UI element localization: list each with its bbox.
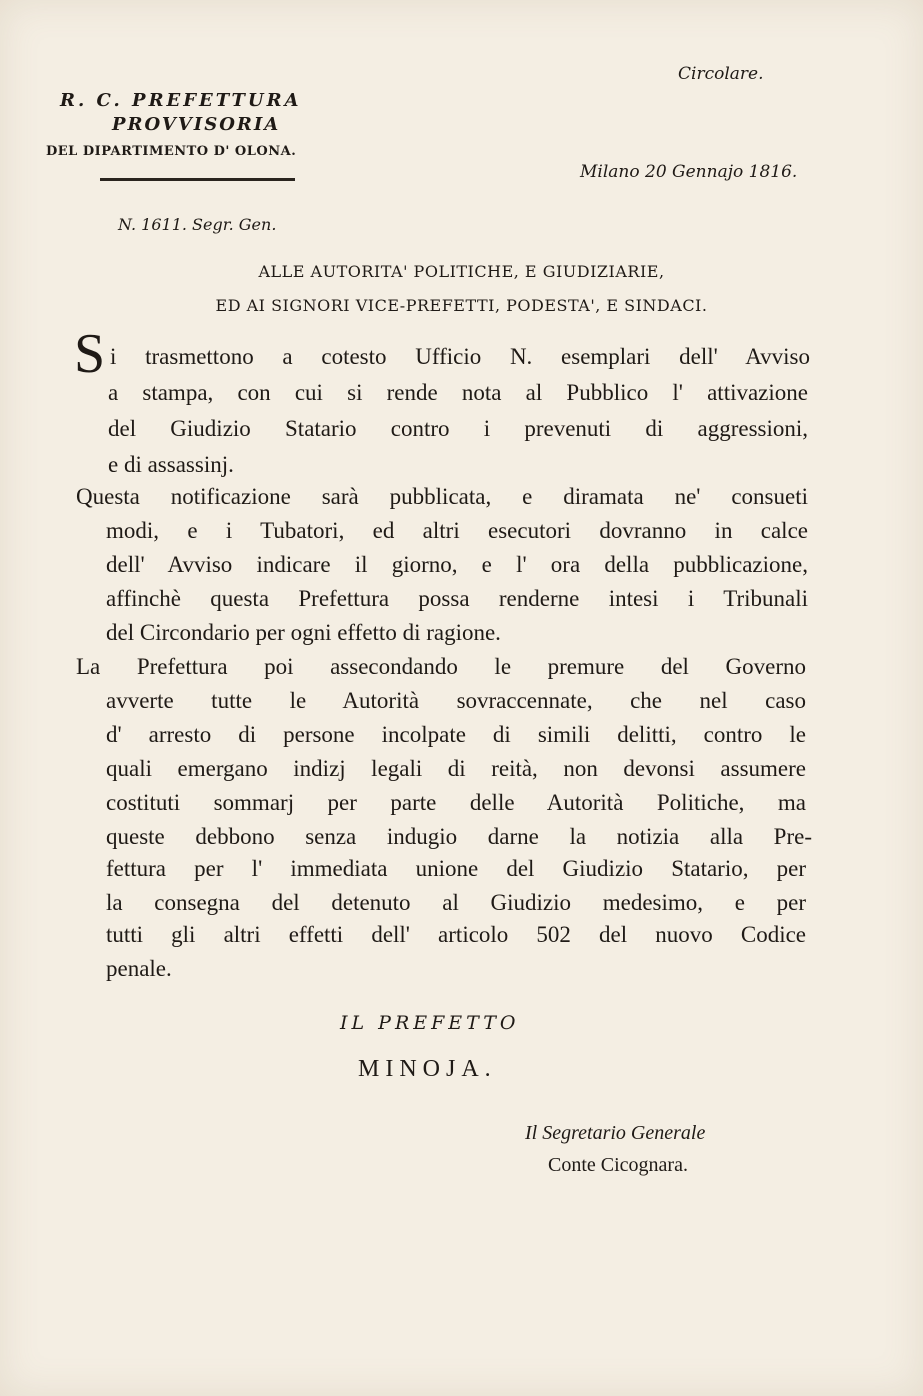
office-line-2: PROVVISORIA — [112, 114, 281, 135]
body-line: avverte tutte le Autorità sovraccennate, che nel caso — [106, 688, 806, 713]
body-line: penale. — [106, 956, 172, 981]
body-line: modi, e i Tubatori, ed altri esecutori dovranno in calce — [106, 518, 808, 543]
addressee-line-1: ALLE AUTORITA' POLITICHE, E GIUDIZIARIE, — [258, 262, 665, 281]
body-line: tutti gli altri effetti dell' articolo 502 del nuovo Codice — [106, 922, 806, 947]
body-line: del Giudizio Statario contro i prevenuti di aggressioni, — [108, 416, 808, 441]
body-line: del Circondario per ogni effetto di ragione. — [106, 620, 501, 645]
body-line: La Prefettura poi assecondando le premure del Governo — [76, 654, 806, 679]
prefect-name: MINOJA. — [358, 1056, 497, 1082]
body-line: fettura per l' immediata unione del Giudizio Statario, per — [106, 856, 806, 881]
body-line: queste debbono senza indugio darne la notizia alla Pre- — [106, 824, 812, 849]
body-line: affinchè questa Prefettura possa renderne intesi i Tribunali — [106, 586, 808, 611]
header-rule — [100, 178, 295, 181]
addressee-line-2: ED AI SIGNORI VICE-PREFETTI, PODESTA', E SINDACI. — [215, 296, 708, 315]
drop-cap: S — [74, 323, 106, 385]
body-line: Questa notificazione sarà pubblicata, e diramata ne' consueti — [76, 484, 808, 509]
body-line: la consegna del detenuto al Giudizio medesimo, e per — [106, 890, 806, 915]
body-line: e di assassinj. — [108, 452, 234, 477]
office-line-1: R. C. PREFETTURA — [60, 90, 302, 111]
prefect-title: IL PREFETTO — [340, 1012, 520, 1034]
secretary-name: Conte Cicognara. — [548, 1154, 688, 1176]
body-line: quali emergano indizj legali di reità, non devonsi assumere — [106, 756, 806, 781]
office-line-3: DEL DIPARTIMENTO D' OLONA. — [46, 144, 297, 159]
body-line: i trasmettono a cotesto Ufficio N. esemplari dell' Avviso — [110, 344, 810, 369]
body-line: d' arresto di persone incolpate di simili delitti, contro le — [106, 722, 806, 747]
secretary-title: Il Segretario Generale — [525, 1122, 706, 1144]
protocol-number: N. 1611. Segr. Gen. — [118, 215, 277, 234]
body-line: costituti sommarj per parte delle Autorità Politiche, ma — [106, 790, 806, 815]
circular-label: Circolare. — [678, 64, 764, 84]
dateline: Milano 20 Gennajo 1816. — [580, 162, 798, 182]
body-line: dell' Avviso indicare il giorno, e l' ora della pubblicazione, — [106, 552, 808, 577]
body-line: a stampa, con cui si rende nota al Pubblico l' attivazione — [108, 380, 808, 405]
